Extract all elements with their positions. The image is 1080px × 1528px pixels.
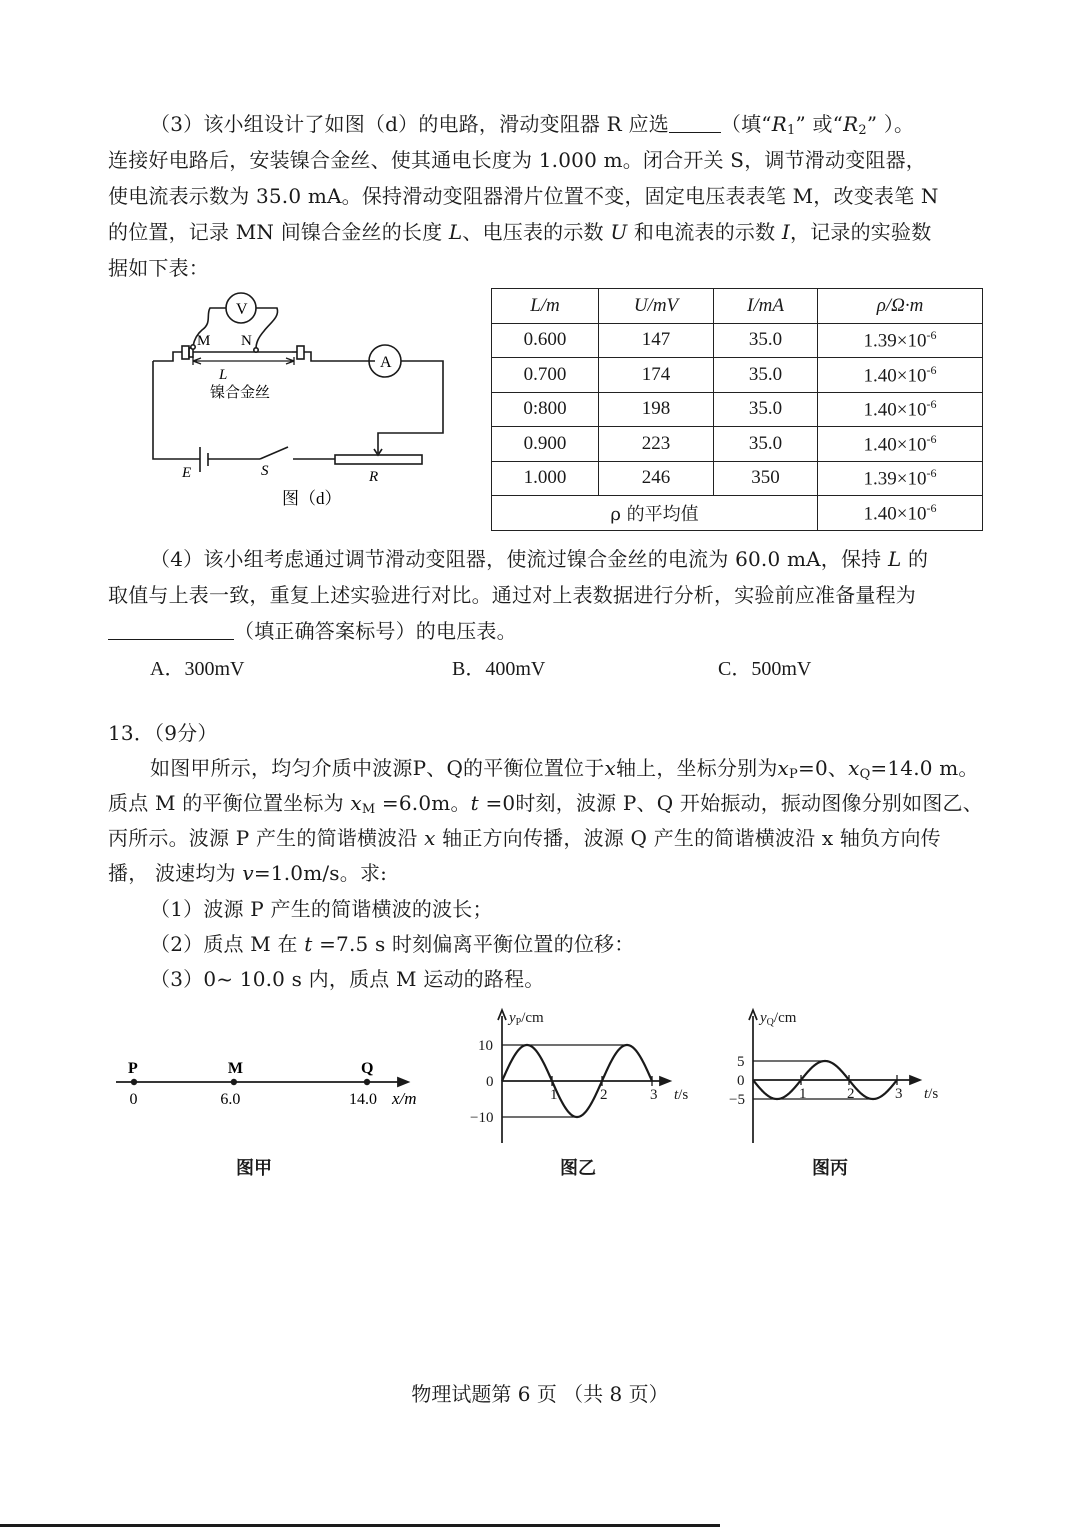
average-value: $1.40\times 10^{-6}$ [818,496,983,531]
point-p [131,1079,137,1085]
switch-symbol [260,447,288,459]
x-tick-label: 3 [650,1087,658,1103]
x-axis-arrow [660,1077,670,1085]
y-tick-label: 0 [737,1073,745,1089]
point-label-q: Q [361,1060,374,1077]
x-tick-label: 2 [600,1087,608,1103]
fig-yi-caption: 图乙 [560,1158,596,1179]
chart-bing [710,1000,960,1150]
table-row: 0.600 147 35.0 $1.39\times 10^{-6}$ [492,323,983,358]
q13-sub2: （2）质点 M 在 t =7.5 s 时刻偏离平衡位置的位移： [150,932,635,956]
part3-line3: 使电流表示数为 35.0 mA。保持滑动变阻器滑片位置不变，固定电压表表笔 M，改变表笔 N [108,184,939,208]
table-average-row [492,496,983,531]
point-m [231,1079,237,1085]
y-axis-label: $y_P/cm$ [509,1010,544,1028]
part3-line2: 连接好电路后，安装镍合金丝、使其通电长度为 1.000 m。闭合开关 S，调节滑动变阻器， [108,148,926,172]
y-tick-label: −10 [470,1110,494,1126]
emf-label: E [182,465,192,481]
part3-line1: （3）该小组设计了如图（d）的电路，滑动变阻器 R 应选 （填“$R_1$” 或“$R_2$” ）。 [150,112,915,138]
switch-label: S [261,463,269,479]
length-arrow [193,357,294,365]
part3-line5: 据如下表： [108,256,209,280]
x-axis-arrow [910,1076,920,1084]
part4-line1: （4）该小组考虑通过调节滑动变阻器，使流过镍合金丝的电流为 60.0 mA，保持 L 的 [150,547,929,571]
table-header-row [492,289,983,324]
answer-blank-voltmeter[interactable] [108,619,234,640]
header-length: L/m [492,289,599,324]
rheostat-label: R [369,469,379,485]
rheostat-symbol [335,455,422,464]
probe-n-label: N [241,333,252,349]
probe-m-label: M [197,333,211,349]
table-row: 1.000 246 350 $1.39\times 10^{-6}$ [492,461,983,496]
q13-line4: 播， 波速均为 v=1.0m/s。求: [108,861,388,885]
point-coord-q: 14.0 [349,1091,377,1108]
option-b[interactable]: B．400mV [452,658,546,680]
voltmeter-label: V [236,301,248,318]
length-label: L [219,367,228,383]
data-table [491,288,983,531]
point-label-m: M [227,1060,243,1077]
wire-right [378,361,443,453]
q13-line3: 丙所示。波源 P 产生的简谐横波沿 x 轴正方向传播，波源 Q 产生的简谐横波沿 x 轴负方向传 [108,826,941,850]
part4-line2: 取值与上表一致，重复上述实验进行对比。通过对上表数据进行分析，实验前应准备量程为 [108,583,916,607]
bottom-rule [0,1524,720,1527]
x-tick-label: 1 [550,1087,558,1103]
part4-line3: （填正确答案标号）的电压表。 [108,617,988,645]
y-tick-label: 5 [737,1054,745,1070]
point-label-p: P [128,1060,138,1077]
x-axis-arrow [398,1078,408,1086]
x-tick-label: 1 [799,1086,807,1102]
q13-heading: 13．（9分） [108,721,218,745]
wire-top-right [304,352,375,361]
option-a[interactable]: A．300mV [150,658,245,680]
chart-yi [450,1000,700,1150]
header-resistivity: ρ/Ω·m [818,289,983,324]
battery-symbol [200,447,208,472]
option-c[interactable]: C．500mV [718,658,812,680]
x-tick-label: 2 [847,1086,855,1102]
x-axis-label: t/s [674,1087,689,1103]
x-tick-label: 3 [895,1086,903,1102]
wire-left [153,361,200,459]
part3-line4: 的位置，记录 MN 间镍合金丝的长度 L、电压表的示数 U 和电流表的示数 I，记录的实验数 [108,220,932,244]
y-tick-label: −5 [729,1092,745,1108]
table-row: 0.700 174 35.0 $1.40\times 10^{-6}$ [492,358,983,393]
circuit-diagram [140,285,460,515]
q13-line2: 质点 M 的平衡位置坐标为 $x_M =6.0m$。t =0时刻，波源 P、Q 开始振动，振动图像分别如图乙、 [108,791,983,817]
terminal-right [297,346,304,359]
q13-line1: 如图甲所示，均匀介质中波源P、Q的平衡位置位于x轴上，坐标分别为$x_P=0$、$x_Q=14.0$ m。 [150,756,979,782]
circuit-caption: 图（d） [282,489,342,508]
average-label: ρ 的平均值 [492,496,818,531]
header-current: I/mA [714,289,818,324]
y-tick-label: 10 [478,1038,493,1054]
ammeter-label: A [380,354,392,371]
answer-blank-rheostat[interactable] [669,112,721,133]
page-footer: 物理试题第 6 页 （共 8 页） [411,1382,669,1406]
alloy-wire-label: 镍合金丝 [210,385,271,401]
x-axis-label: t/s [924,1086,939,1102]
q13-sub3: （3）0~ 10.0 s 内，质点 M 运动的路程。 [150,967,545,991]
point-coord-p: 0 [129,1091,138,1108]
table-row: 0.900 223 35.0 $1.40\times 10^{-6}$ [492,427,983,462]
fig-bing-caption: 图丙 [812,1158,848,1179]
wire-top-left [153,352,182,361]
header-voltage: U/mV [599,289,714,324]
point-q [364,1079,370,1085]
y-axis-label: $y_Q/cm$ [760,1010,797,1028]
y-tick-label: 0 [486,1074,494,1090]
voltmeter-lead-n [256,308,278,349]
q13-sub1: （1）波源 P 产生的简谐横波的波长； [150,897,493,921]
table-row: 0:800 198 35.0 $1.40\times 10^{-6}$ [492,392,983,427]
point-coord-m: 6.0 [220,1091,241,1108]
x-axis-label: x/m [392,1089,417,1108]
fig-jia-caption: 图甲 [236,1158,272,1179]
terminal-left [182,346,189,359]
